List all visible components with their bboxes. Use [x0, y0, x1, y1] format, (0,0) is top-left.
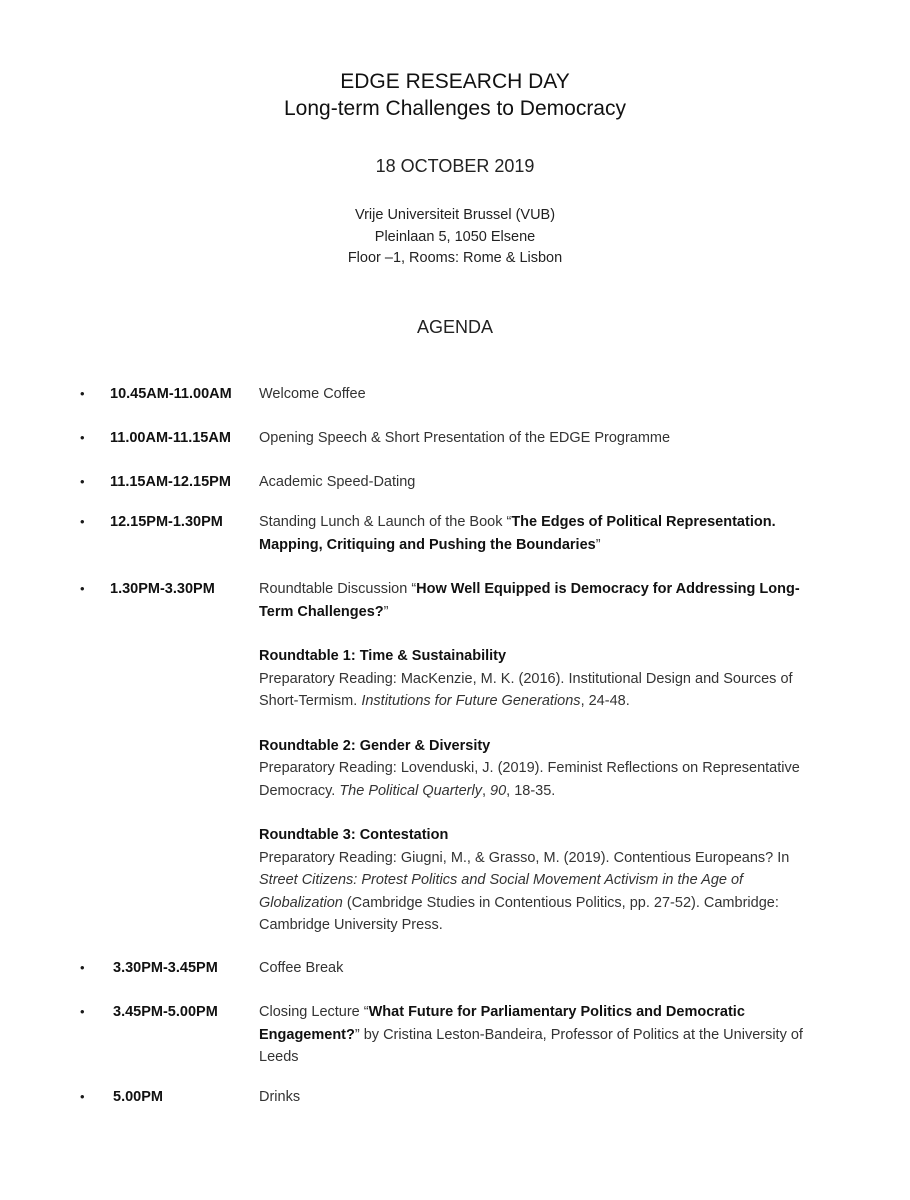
reading-text: , 24-48. [580, 693, 630, 709]
description-text: Closing Lecture “ [259, 1004, 369, 1020]
agenda-description [259, 1001, 826, 1069]
description-text: ” [383, 603, 389, 620]
reading-text: , 18-35. [506, 782, 556, 799]
discussion-title: How Well Equipped is Democracy for Addressing Long-Term Challenges? [259, 581, 800, 620]
description-text: ” by Cristina Leston-Bandeira, Professor of Politics at the University of Leeds [259, 1026, 803, 1065]
roundtable-block [259, 824, 826, 937]
venue-line-2: Pleinlaan 5, 1050 Elsene [374, 228, 536, 245]
title-line-2: Long-term Challenges to Democracy [284, 97, 626, 120]
agenda-time: 12.15PM-1.30PM [110, 514, 223, 530]
description-text: Roundtable Discussion “ [259, 581, 417, 597]
bullet-icon: • [80, 430, 85, 445]
event-date: 18 OCTOBER 2019 [375, 156, 535, 176]
reading-text: (Cambridge Studies in Contentious Politics, pp. 27-52). Cambridge: Cambridge University Press. [259, 894, 779, 933]
agenda-time: 11.15AM-12.15PM [110, 474, 231, 490]
agenda-description: Coffee Break [259, 960, 344, 976]
bullet-icon: • [80, 514, 85, 529]
roundtable-title: Roundtable 1: Time & Sustainability [259, 648, 507, 664]
agenda-time: 3.45PM-5.00PM [113, 1004, 218, 1020]
agenda-description: Drinks [259, 1089, 301, 1105]
reading-source: The Political Quarterly [339, 782, 482, 799]
bullet-icon: • [80, 386, 85, 401]
agenda-time: 11.00AM-11.15AM [110, 430, 231, 446]
roundtable-block [259, 735, 826, 803]
preparatory-reading [259, 850, 789, 934]
reading-volume: 90 [490, 782, 507, 799]
bullet-icon: • [80, 474, 85, 489]
agenda-description: Opening Speech & Short Presentation of the EDGE Programme [259, 430, 671, 446]
agenda-description [259, 511, 826, 556]
lecture-title: What Future for Parliamentary Politics and Democratic Engagement? [259, 1004, 745, 1043]
description-text: ” [595, 536, 601, 553]
agenda-heading: AGENDA [416, 317, 494, 337]
agenda-time: 3.30PM-3.45PM [113, 960, 218, 976]
reading-source: Street Citizens: Protest Politics and Social Movement Activism in the Age of Globalization [259, 872, 744, 911]
bullet-icon: • [80, 1089, 85, 1104]
description-text: Standing Lunch & Launch of the Book “ [259, 514, 512, 530]
roundtable-discussion-text [259, 578, 826, 623]
reading-source: Institutions for Future Generations [361, 693, 581, 709]
reading-text: Preparatory Reading: Giugni, M., & Grasso, M. (2019). Contentious Europeans? In [259, 849, 790, 866]
bullet-icon: • [80, 960, 85, 975]
reading-text: Preparatory Reading: MacKenzie, M. K. (2016). Institutional Design and Sources of Short-Termism. [259, 670, 793, 709]
roundtable-title: Roundtable 3: Contestation [259, 827, 449, 843]
agenda-description: Academic Speed-Dating [259, 474, 416, 490]
book-title: The Edges of Political Representation. Mapping, Critiquing and Pushing the Boundaries [259, 514, 776, 553]
venue-line-1: Vrije Universiteit Brussel (VUB) [354, 207, 556, 223]
reading-text: Preparatory Reading: Lovenduski, J. (2019). Feminist Reflections on Representative Democracy. [259, 760, 800, 799]
preparatory-reading [259, 671, 793, 710]
agenda-description: Welcome Coffee [259, 386, 366, 402]
agenda-time: 10.45AM-11.00AM [110, 386, 232, 402]
venue-block [0, 205, 910, 270]
agenda-time: 1.30PM-3.30PM [110, 581, 215, 597]
venue-line-3: Floor –1, Rooms: Rome & Lisbon [347, 250, 563, 266]
agenda-description [259, 578, 826, 937]
bullet-icon: • [80, 581, 85, 596]
reading-text: , [481, 782, 491, 799]
document-title [0, 68, 910, 122]
preparatory-reading [259, 760, 800, 799]
agenda-time: 5.00PM [113, 1089, 163, 1105]
bullet-icon: • [80, 1004, 85, 1019]
roundtable-block [259, 645, 826, 713]
roundtable-title: Roundtable 2: Gender & Diversity [259, 737, 491, 754]
title-line-1: EDGE RESEARCH DAY [340, 70, 570, 93]
